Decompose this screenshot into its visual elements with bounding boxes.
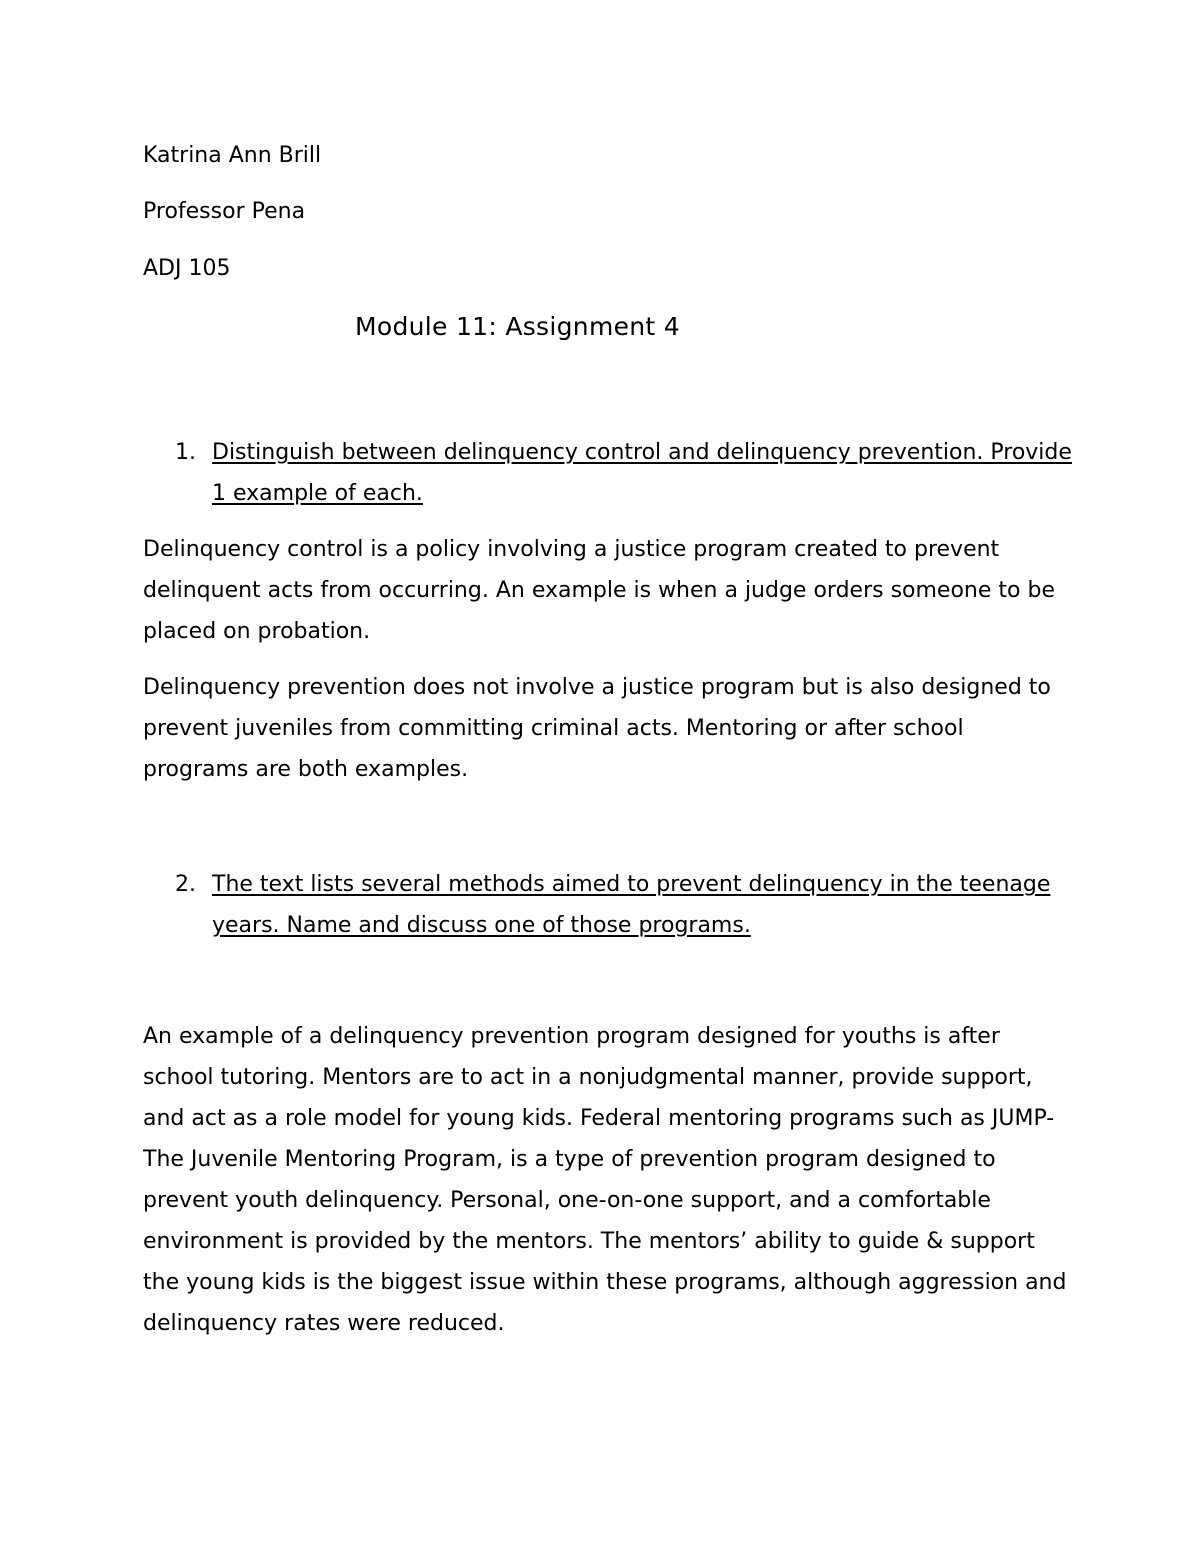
answer-1-prevention: Delinquency prevention does not involve a justice program but is also designed to prevent juveniles from committing criminal acts. Mentoring or after school programs are both examples. [143,675,1051,782]
question-number: 1. [175,440,196,465]
assignment-title: Module 11: Assignment 4 [355,312,680,341]
answer-2: An example of a delinquency prevention program designed for youths is after school tutoring. Mentors are to act in a nonjudgmental manner, provide support, and act as a role model for young kids. Federal mentoring programs such as JUMP- The Juvenile Mentoring Program, is a type of prevention program designed to prevent youth delinquency. Personal, one-on-one support, and a comfortable environment is provided by the mentors. The mentors’ ability to guide & support the young kids is the biggest issue within these programs, although aggression and delinquency rates were reduced. [143,1024,1067,1336]
question-number: 2. [175,872,196,897]
answer-1-control: Delinquency control is a policy involving a justice program created to prevent delinquent acts from occurring. An example is when a judge orders someone to be placed on probation. [143,537,1055,644]
professor-name: Professor Pena [143,199,306,224]
question-text: The text lists several methods aimed to prevent delinquency in the teenage years. Name and discuss one of those programs. [212,872,1051,938]
student-name: Katrina Ann Brill [143,143,322,168]
question-text: Distinguish between delinquency control and delinquency prevention. Provide 1 example of each. [212,440,1072,506]
course-code: ADJ 105 [143,256,231,281]
